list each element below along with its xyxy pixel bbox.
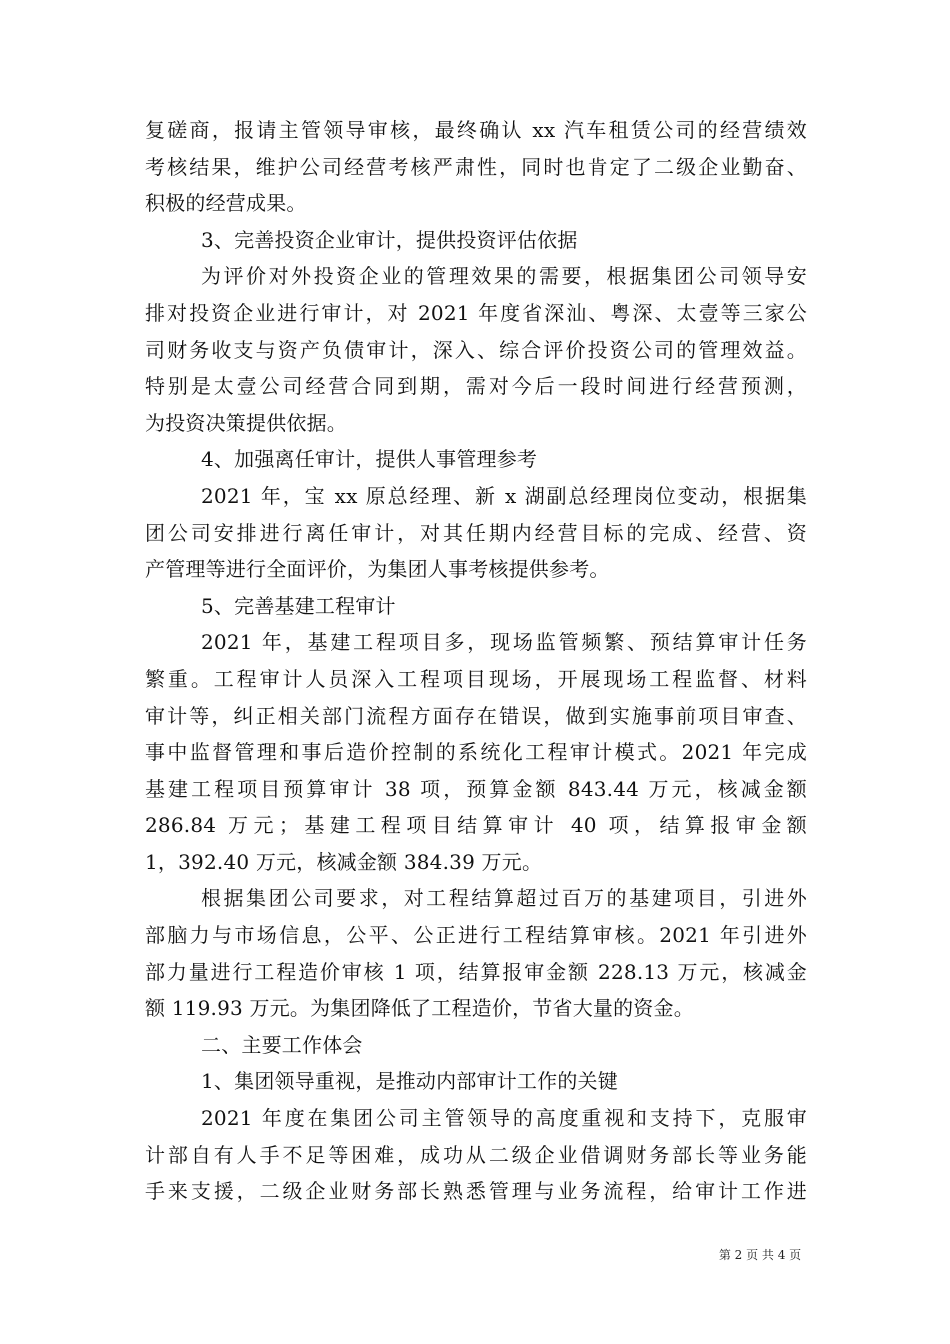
text-line: 审计等，纠正相关部门流程方面存在错误，做到实施事前项目审查、 — [145, 703, 807, 728]
section-heading: 5、完善基建工程审计 — [201, 593, 396, 618]
page-number: 第 2 页 共 4 页 — [718, 1248, 802, 1262]
text-line: 为评价对外投资企业的管理效果的需要，根据集团公司领导安 — [201, 264, 807, 289]
text-line: 2021 年，基建工程项目多，现场监管频繁、预结算审计任务 — [201, 630, 807, 655]
text-line: 2021 年，宝 xx 原总经理、新 x 湖副总经理岗位变动，根据集 — [201, 483, 807, 508]
text-line: 根据集团公司要求，对工程结算超过百万的基建项目，引进外 — [201, 886, 807, 911]
section-heading: 3、完善投资企业审计，提供投资评估依据 — [201, 227, 578, 252]
section-heading: 4、加强离任审计，提供人事管理参考 — [201, 447, 538, 472]
text-line: 产管理等进行全面评价，为集团人事考核提供参考。 — [145, 557, 610, 582]
text-line: 司财务收支与资产负债审计，深入、综合评价投资公司的管理效益。 — [145, 337, 807, 362]
section-heading: 二、主要工作体会 — [201, 1032, 363, 1057]
document-body — [145, 112, 807, 1210]
section-heading: 1、集团领导重视，是推动内部审计工作的关键 — [201, 1069, 618, 1094]
text-line: 团公司安排进行离任审计，对其任期内经营目标的完成、经营、资 — [145, 520, 807, 545]
text-line: 计部自有人手不足等困难，成功从二级企业借调财务部长等业务能 — [145, 1142, 807, 1167]
text-line: 特别是太壹公司经营合同到期，需对今后一段时间进行经营预测， — [145, 374, 807, 399]
text-line: 积极的经营成果。 — [145, 191, 307, 216]
text-line: 考核结果，维护公司经营考核严肃性，同时也肯定了二级企业勤奋、 — [145, 154, 807, 179]
text-line: 部脑力与市场信息，公平、公正进行工程结算审核。2021 年引进外 — [145, 923, 807, 948]
text-line: 部力量进行工程造价审核 1 项，结算报审金额 228.13 万元，核减金 — [145, 959, 807, 984]
text-line: 排对投资企业进行审计，对 2021 年度省深汕、粤深、太壹等三家公 — [145, 300, 807, 325]
text-line: 手来支援，二级企业财务部长熟悉管理与业务流程，给审计工作进 — [145, 1179, 807, 1204]
text-line: 基建工程项目预算审计 38 项，预算金额 843.44 万元，核减金额 — [145, 776, 807, 801]
text-line: 2021 年度在集团公司主管领导的高度重视和支持下，克服审 — [201, 1106, 807, 1131]
text-line: 1，392.40 万元，核减金额 384.39 万元。 — [145, 849, 543, 874]
text-line: 额 119.93 万元。为集团降低了工程造价，节省大量的资金。 — [145, 996, 694, 1021]
text-line: 繁重。工程审计人员深入工程项目现场，开展现场工程监督、材料 — [145, 666, 807, 691]
text-line: 事中监督管理和事后造价控制的系统化工程审计模式。2021 年完成 — [145, 740, 807, 765]
text-line: 286.84 万元；基建工程项目结算审计 40 项，结算报审金额 — [145, 813, 807, 838]
text-line: 为投资决策提供依据。 — [145, 410, 347, 435]
text-line: 复磋商，报请主管领导审核，最终确认 xx 汽车租赁公司的经营绩效 — [145, 118, 807, 142]
